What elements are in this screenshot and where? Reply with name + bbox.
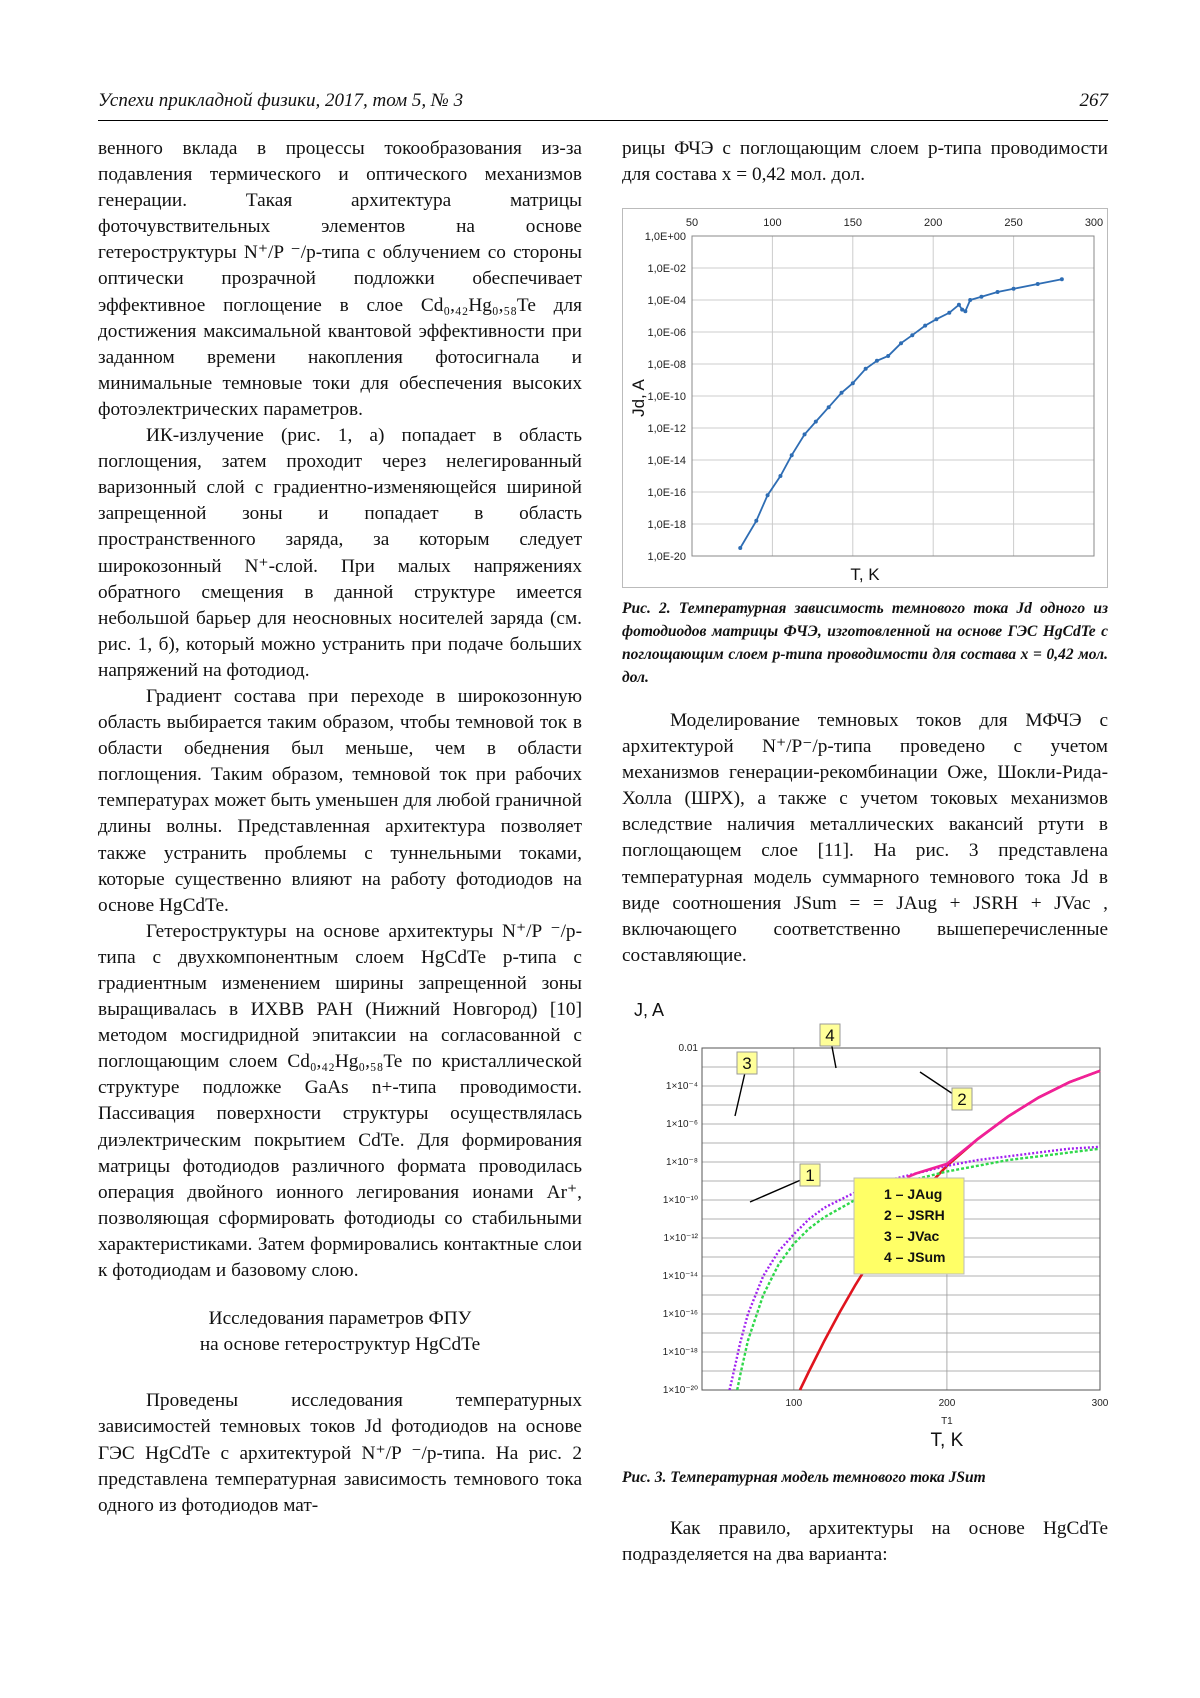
- paragraph: Гетероструктуры на основе архитектуры N⁺/P ⁻/p-типа с двухкомпонентным слоем HgCdTe p-типа с градиентным изменением ширины запрещенной зоны выращивалась в ИХВВ РАН (Нижний Новгород) [10] методом мосгидридной эпитаксии на согласованной с поглощающим слоем Cd₀,₄₂Hg₀,₅₈Te по кристаллической структуре подложке GaAs n+-типа проводимости. Пассивация поверхности структуры осуществлялась диэлектрическим покрытием CdTe. Для формирования матрицы фотодиодов различного формата проводилась операция двойного ионного легирования ионами Ar⁺, позволяющая сформировать фотодиоды со стабильными характеристиками. Затем формировались контактные слои к фотодиодам и базовому слою.: [98, 920, 582, 1282]
- callout-label: 3: [742, 1054, 752, 1073]
- x-tick-label: 300: [1091, 1398, 1108, 1409]
- data-point: [963, 309, 967, 313]
- data-point: [899, 341, 903, 345]
- legend-entry: 2 – JSRH: [884, 1207, 945, 1223]
- left-column: [98, 136, 582, 1519]
- y-tick-label: 0.01: [678, 1043, 698, 1054]
- figure-2: [622, 208, 1108, 588]
- data-point: [996, 290, 1000, 294]
- data-point: [957, 303, 961, 307]
- right-column-body: [622, 708, 1108, 969]
- data-point: [979, 295, 983, 299]
- y-tick-label: 1×10⁻⁶: [666, 1119, 698, 1130]
- paragraph: ИК-излучение (рис. 1, а) попадает в область поглощения, затем проходит через нелегированный варизонный слой с градиентно-изменяющейся шириной запрещенной зоны и попадает в область пространственного заряда, за которым следует широкозонный N⁺-слой. При малых напряжениях обратного смещения в данной структуре имеется небольшой барьер для неосновных носителей заряда (см. рис. 1, б), который можно устранить при подаче больших напряжений на фотодиод.: [98, 425, 582, 681]
- y-tick-label: 1,0E-14: [647, 455, 686, 467]
- y-tick-label: 1×10⁻¹⁰: [662, 1195, 698, 1206]
- legend-entry: 3 – JVac: [884, 1228, 940, 1244]
- x-tick-label: 200: [924, 217, 943, 229]
- legend-entry: 4 – JSum: [884, 1249, 946, 1265]
- paragraph: венного вклада в процессы токообразования из-за подавления термического и оптического механизмов генерации. Такая архитектура матрицы фоточувствительных элементов на основе гетероструктуры N⁺/P ⁻/p-типа с облучением со стороны оптически прозрачной подложки обеспечивает эффективное поглощение в слое Cd₀,₄₂Hg₀,₅₈Te для достижения максимальной квантовой эффективности при заданном времени накопления фотосигнала и минимальные темновые токи для обеспечения высоких фотоэлектрических параметров.: [98, 138, 582, 420]
- y-tick-label: 1×10⁻¹⁴: [662, 1271, 698, 1282]
- legend-entry: 1 – JAug: [884, 1186, 943, 1202]
- figure-2-chart: [622, 208, 1108, 588]
- y-tick-label: 1×10⁻¹⁸: [662, 1347, 698, 1358]
- figure-3-chart: [622, 992, 1108, 1452]
- y-tick-label: 1,0E-12: [647, 423, 686, 435]
- callout-label: 2: [957, 1090, 967, 1109]
- y-tick-label: 1,0E-16: [647, 487, 686, 499]
- paragraph: рицы ФЧЭ с поглощающим слоем p-типа проводимости для состава x = 0,42 мол. дол.: [622, 138, 1108, 186]
- x-tick-label: 100: [785, 1398, 803, 1409]
- x-axis-title: T, K: [850, 565, 880, 584]
- x-tick-label: 100: [763, 217, 782, 229]
- page-number: 267: [1079, 90, 1108, 111]
- data-point: [738, 546, 742, 550]
- paragraph: Проведены исследования температурных зависимостей темновых токов Jd фотодиодов на основе ГЭС HgCdTe с архитектурой N⁺/P ⁻/p-типа. На рис. 2 представлена температурная зависимость темнового тока одного из фотодиодов мат-: [98, 1390, 582, 1516]
- section-heading: [98, 1306, 582, 1358]
- data-point: [778, 474, 782, 478]
- data-point: [875, 359, 879, 363]
- data-point: [754, 519, 758, 523]
- y-tick-label: 1,0E-10: [647, 391, 686, 403]
- paragraph: Моделирование темновых токов для МФЧЭ с архитектурой N⁺/P⁻/p-типа проведено с учетом механизмов генерации-рекомбинации Оже, Шокли-Рида-Холла (ШРХ), а также с учетом токовых механизмов вследствие наличия металлических вакансий ртути в поглощающем слое [11]. На рис. 3 представлена температурная модель суммарного темнового тока Jd в виде соотношения JSum = = JAug + JSRH + JVac , включающего соответственно вышеперечисленные составляющие.: [622, 710, 1108, 966]
- figure-3-caption: Рис. 3. Температурная модель темнового тока JSum: [622, 1469, 986, 1486]
- x-tick-label: 300: [1084, 217, 1104, 229]
- section-heading-line1: Исследования параметров ФПУ: [208, 1308, 472, 1330]
- y-tick-label: 1×10⁻⁴: [665, 1081, 698, 1092]
- x-tick-label: 150: [843, 217, 862, 229]
- figure-2-caption: Рис. 2. Температурная зависимость темнового тока Jd одного из фотодиодов матрицы ФЧЭ, изготовленной на основе ГЭС HgCdTe с поглощающим слоем p-типа проводимости для состава x = 0,42 мол. дол.: [622, 600, 1108, 686]
- figure-3: [622, 992, 1108, 1452]
- y-tick-label: 1×10⁻⁸: [665, 1157, 698, 1168]
- x-axis-title: T, K: [930, 1430, 964, 1451]
- right-column-end: [622, 1516, 1108, 1568]
- data-point: [803, 432, 807, 436]
- section-heading-line2: на основе гетероструктур HgCdTe: [199, 1334, 481, 1356]
- data-point: [1012, 287, 1016, 291]
- y-tick-label: 1,0E-06: [647, 327, 686, 339]
- y-tick-label: 1,0E-04: [647, 295, 686, 307]
- y-tick-label: 1,0E-08: [647, 359, 686, 371]
- x-tick-label: 50: [685, 217, 699, 229]
- x-axis-variable: T1: [941, 1416, 953, 1427]
- data-point: [827, 405, 831, 409]
- callout-label: 1: [805, 1166, 815, 1185]
- figure-frame: [623, 209, 1108, 588]
- data-point: [864, 367, 868, 371]
- data-point: [790, 453, 794, 457]
- data-point: [934, 317, 938, 321]
- data-point: [910, 333, 914, 337]
- y-tick-label: 1×10⁻¹⁶: [662, 1309, 698, 1320]
- right-column: [622, 136, 1108, 188]
- running-header: [98, 90, 1108, 112]
- data-point: [886, 354, 890, 358]
- y-tick-label: 1,0E-02: [647, 263, 686, 275]
- data-point: [947, 311, 951, 315]
- y-tick-label: 1×10⁻¹²: [663, 1233, 698, 1244]
- data-point: [968, 298, 972, 302]
- y-tick-label: 1,0E-18: [647, 519, 686, 531]
- x-tick-label: 250: [1004, 217, 1023, 229]
- callout-label: 4: [825, 1026, 835, 1045]
- data-point: [1036, 282, 1040, 286]
- y-tick-label: 1,0E+00: [644, 231, 686, 243]
- y-axis-title: J, A: [634, 1000, 665, 1020]
- data-point: [766, 493, 770, 497]
- data-point: [1060, 277, 1064, 281]
- data-point: [851, 381, 855, 385]
- data-point: [923, 324, 927, 328]
- paragraph: Градиент состава при переходе в широкозонную область выбирается таким образом, чтобы темновой ток в области обеднения был меньше, чем в области поглощения. Таким образом, темновой ток при рабочих температурах может быть уменьшен для любой граничной длины волны. Представленная архитектура позволяет также устранить проблемы с туннельными токами, которые существенно влияют на работу фотодиодов на основе HgCdTe.: [98, 685, 582, 916]
- y-tick-label: 1×10⁻²⁰: [662, 1385, 698, 1396]
- y-tick-label: 1,0E-20: [647, 551, 686, 563]
- x-tick-label: 200: [938, 1398, 956, 1409]
- paragraph: Как правило, архитектуры на основе HgCdTe подразделяется на два варианта:: [622, 1518, 1108, 1566]
- data-point: [814, 420, 818, 424]
- header-rule: [98, 120, 1108, 121]
- journal-title: Успехи прикладной физики, 2017, том 5, № 3: [98, 90, 464, 111]
- data-point: [840, 391, 844, 395]
- y-axis-title: Jd, A: [629, 379, 648, 417]
